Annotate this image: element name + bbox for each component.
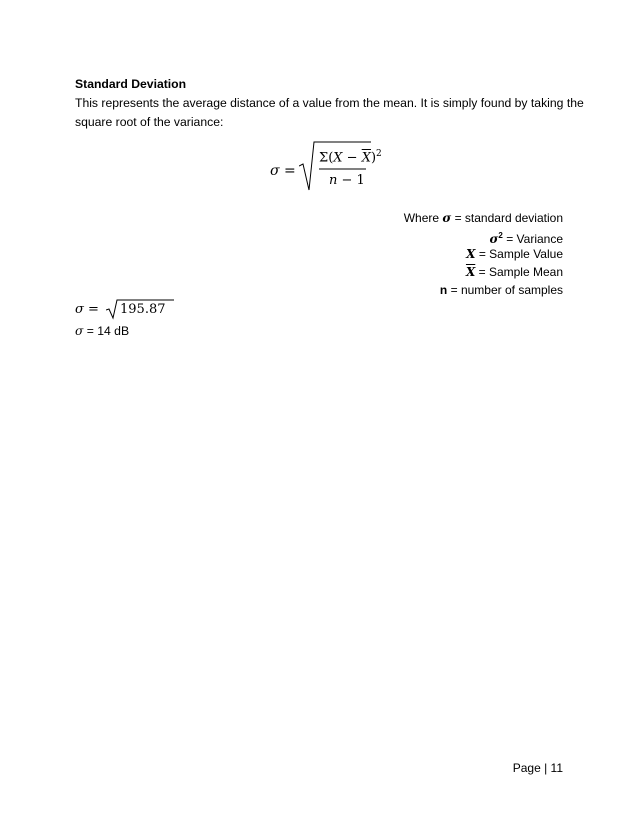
legend-row-samples: n = number of samples	[439, 283, 563, 297]
formula-lhs: σ =	[270, 163, 296, 179]
legend-row-variance: $\sigma^2$ = Variance	[489, 231, 563, 246]
section-heading: Standard Deviation	[75, 77, 187, 91]
page-number: Page | 11	[512, 761, 563, 775]
paragraph-line-2: square root of the variance:	[75, 115, 224, 129]
legend-symbol: σ	[442, 211, 452, 225]
std-dev-formula	[266, 140, 382, 200]
formula-numerator: $\Sigma(X - \overline{X})^2$	[319, 149, 382, 166]
formula-denominator: n − 1	[329, 173, 365, 188]
legend-row-sample-value: X = Sample Value	[466, 247, 563, 261]
legend-row-sample-mean: $\overline{X}$ = Sample Mean	[465, 265, 563, 279]
result-line-1: σ = 195.87	[75, 298, 195, 320]
paragraph-line-1: This represents the average distance of a value from the mean. It is simply found by taking the	[75, 96, 584, 110]
legend-row-sigma: Where σ = standard deviation	[403, 211, 563, 225]
result-line-2: σ = 14 dB	[75, 324, 130, 338]
